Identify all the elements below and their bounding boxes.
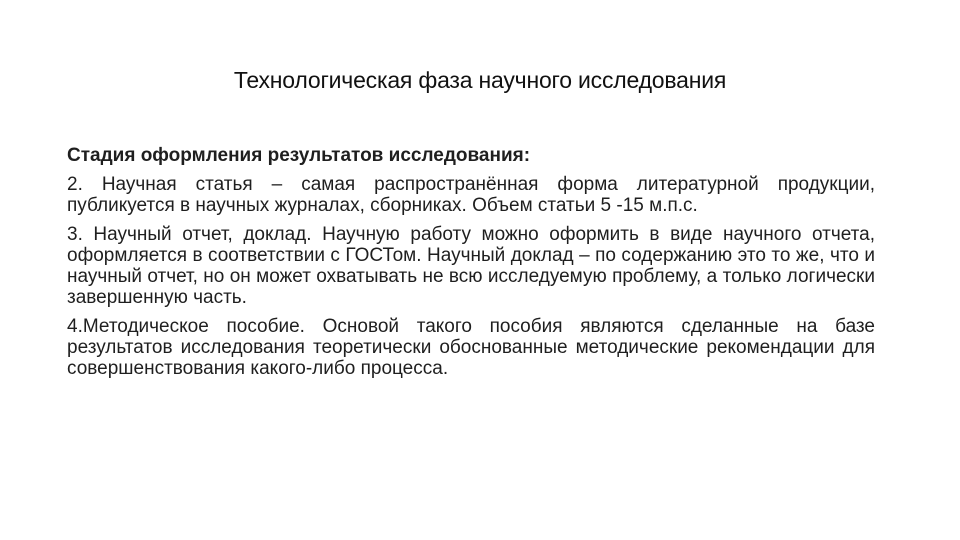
paragraph-manual: 4.Методическое пособие. Основой такого пособия являются сделанные на базе результатов исследования теоретически обоснованные методические рекомендации для совершенствования какого-либо процесса.	[67, 316, 875, 379]
stage-subheading: Стадия оформления результатов исследования:	[67, 145, 531, 166]
paragraph-article: 2. Научная статья – самая распространённая форма литературной продукции, публикуется в научных журналах, сборниках. Объем статьи 5 -15 м.п.с.	[67, 174, 875, 216]
slide-title: Технологическая фаза научного исследования	[233, 67, 727, 93]
paragraph-report: 3. Научный отчет, доклад. Научную работу можно оформить в виде научного отчета, оформляется в соответствии с ГОСТом. Научный доклад – по содержанию это то же, что и научный отчет, но он может охватывать не всю исследуемую проблему, а только логически завершенную часть.	[67, 224, 875, 308]
slide-body	[67, 144, 875, 387]
